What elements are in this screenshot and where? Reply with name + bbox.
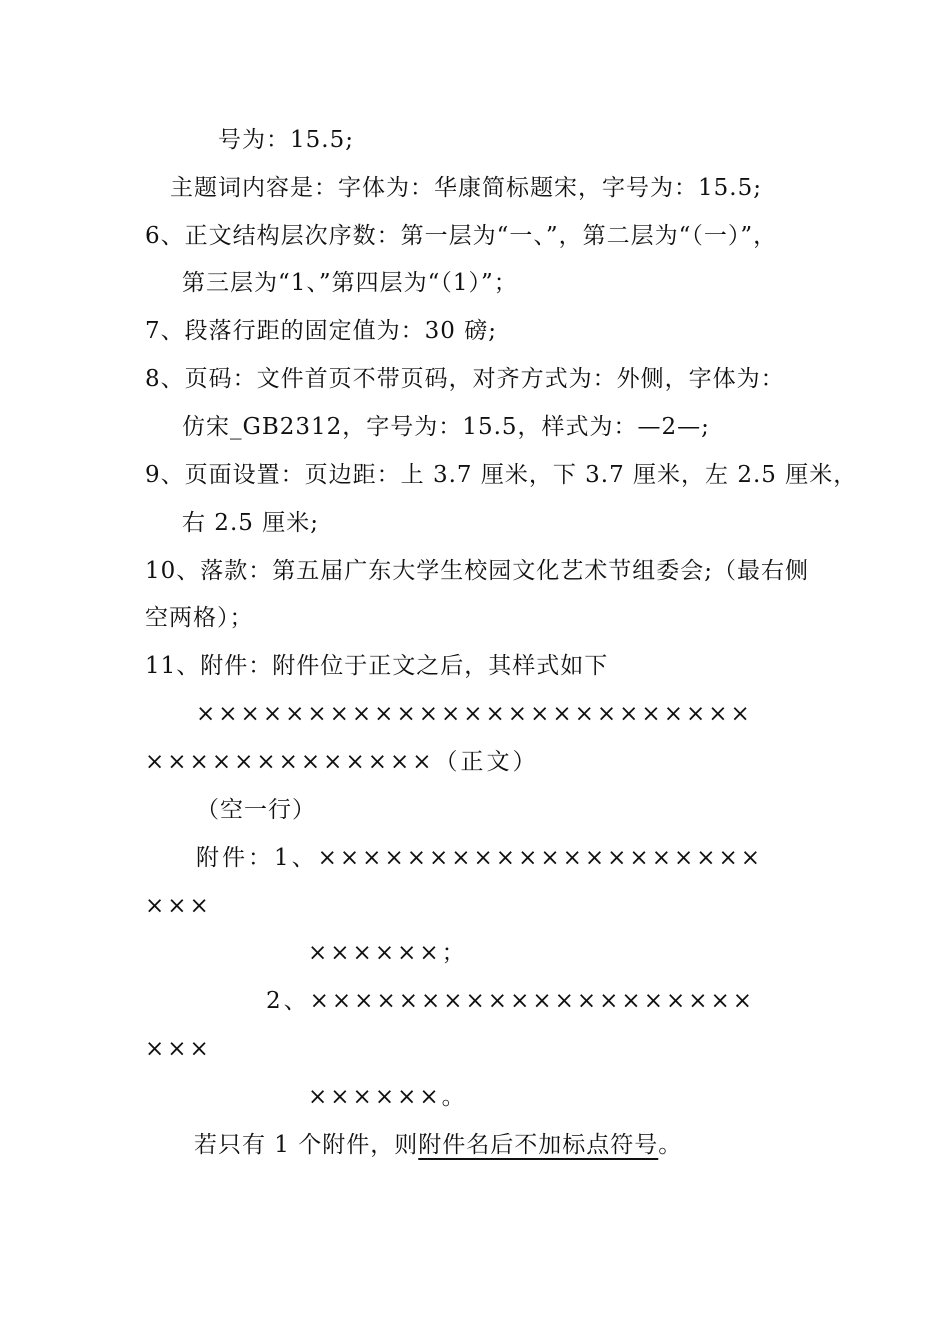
- closing-note-prefix: 若只有 1 个附件，则: [194, 1132, 419, 1158]
- text-line: ×××: [145, 893, 212, 919]
- text-line: 6、正文结构层次序数：第一层为“一、”，第二层为“（一）”，: [145, 223, 778, 249]
- text-line: （空一行）: [196, 797, 316, 823]
- text-line: 空两格）；: [145, 605, 254, 631]
- text-line: 右 2.5 厘米;: [182, 510, 319, 536]
- text-line: 2、××××××××××××××××××××: [266, 988, 756, 1014]
- closing-note: [194, 1130, 682, 1160]
- text-line: 附件：1、××××××××××××××××××××: [196, 845, 764, 871]
- closing-note-underlined: 附件名后不加标点符号: [418, 1132, 659, 1158]
- text-line: ××××××；: [308, 940, 468, 966]
- text-line: ××××××。: [308, 1084, 468, 1110]
- text-line: 11、附件：附件位于正文之后，其样式如下: [145, 653, 609, 679]
- closing-note-suffix: 。: [658, 1132, 683, 1158]
- text-line: 仿宋_GB2312，字号为：15.5，样式为：—2—;: [182, 414, 710, 440]
- text-line: ×××: [145, 1036, 212, 1062]
- text-line: 9、页面设置：页边距：上 3.7 厘米，下 3.7 厘米，左 2.5 厘米，: [145, 462, 858, 488]
- text-line: 7、段落行距的固定值为：30 磅;: [145, 318, 497, 344]
- text-line: ×××××××××××××（正文）: [145, 749, 539, 775]
- text-line: 号为：15.5;: [218, 127, 354, 153]
- text-line: 8、页码：文件首页不带页码，对齐方式为：外侧，字体为：: [145, 366, 785, 392]
- text-line: 10、落款：第五届广东大学生校园文化艺术节组委会;（最右侧: [145, 558, 810, 584]
- text-line: ×××××××××××××××××××××××××: [196, 701, 753, 727]
- text-line: 第三层为“1、”第四层为“（1）”；: [182, 270, 518, 296]
- text-line: 主题词内容是：字体为：华康简标题宋，字号为：15.5;: [170, 175, 762, 201]
